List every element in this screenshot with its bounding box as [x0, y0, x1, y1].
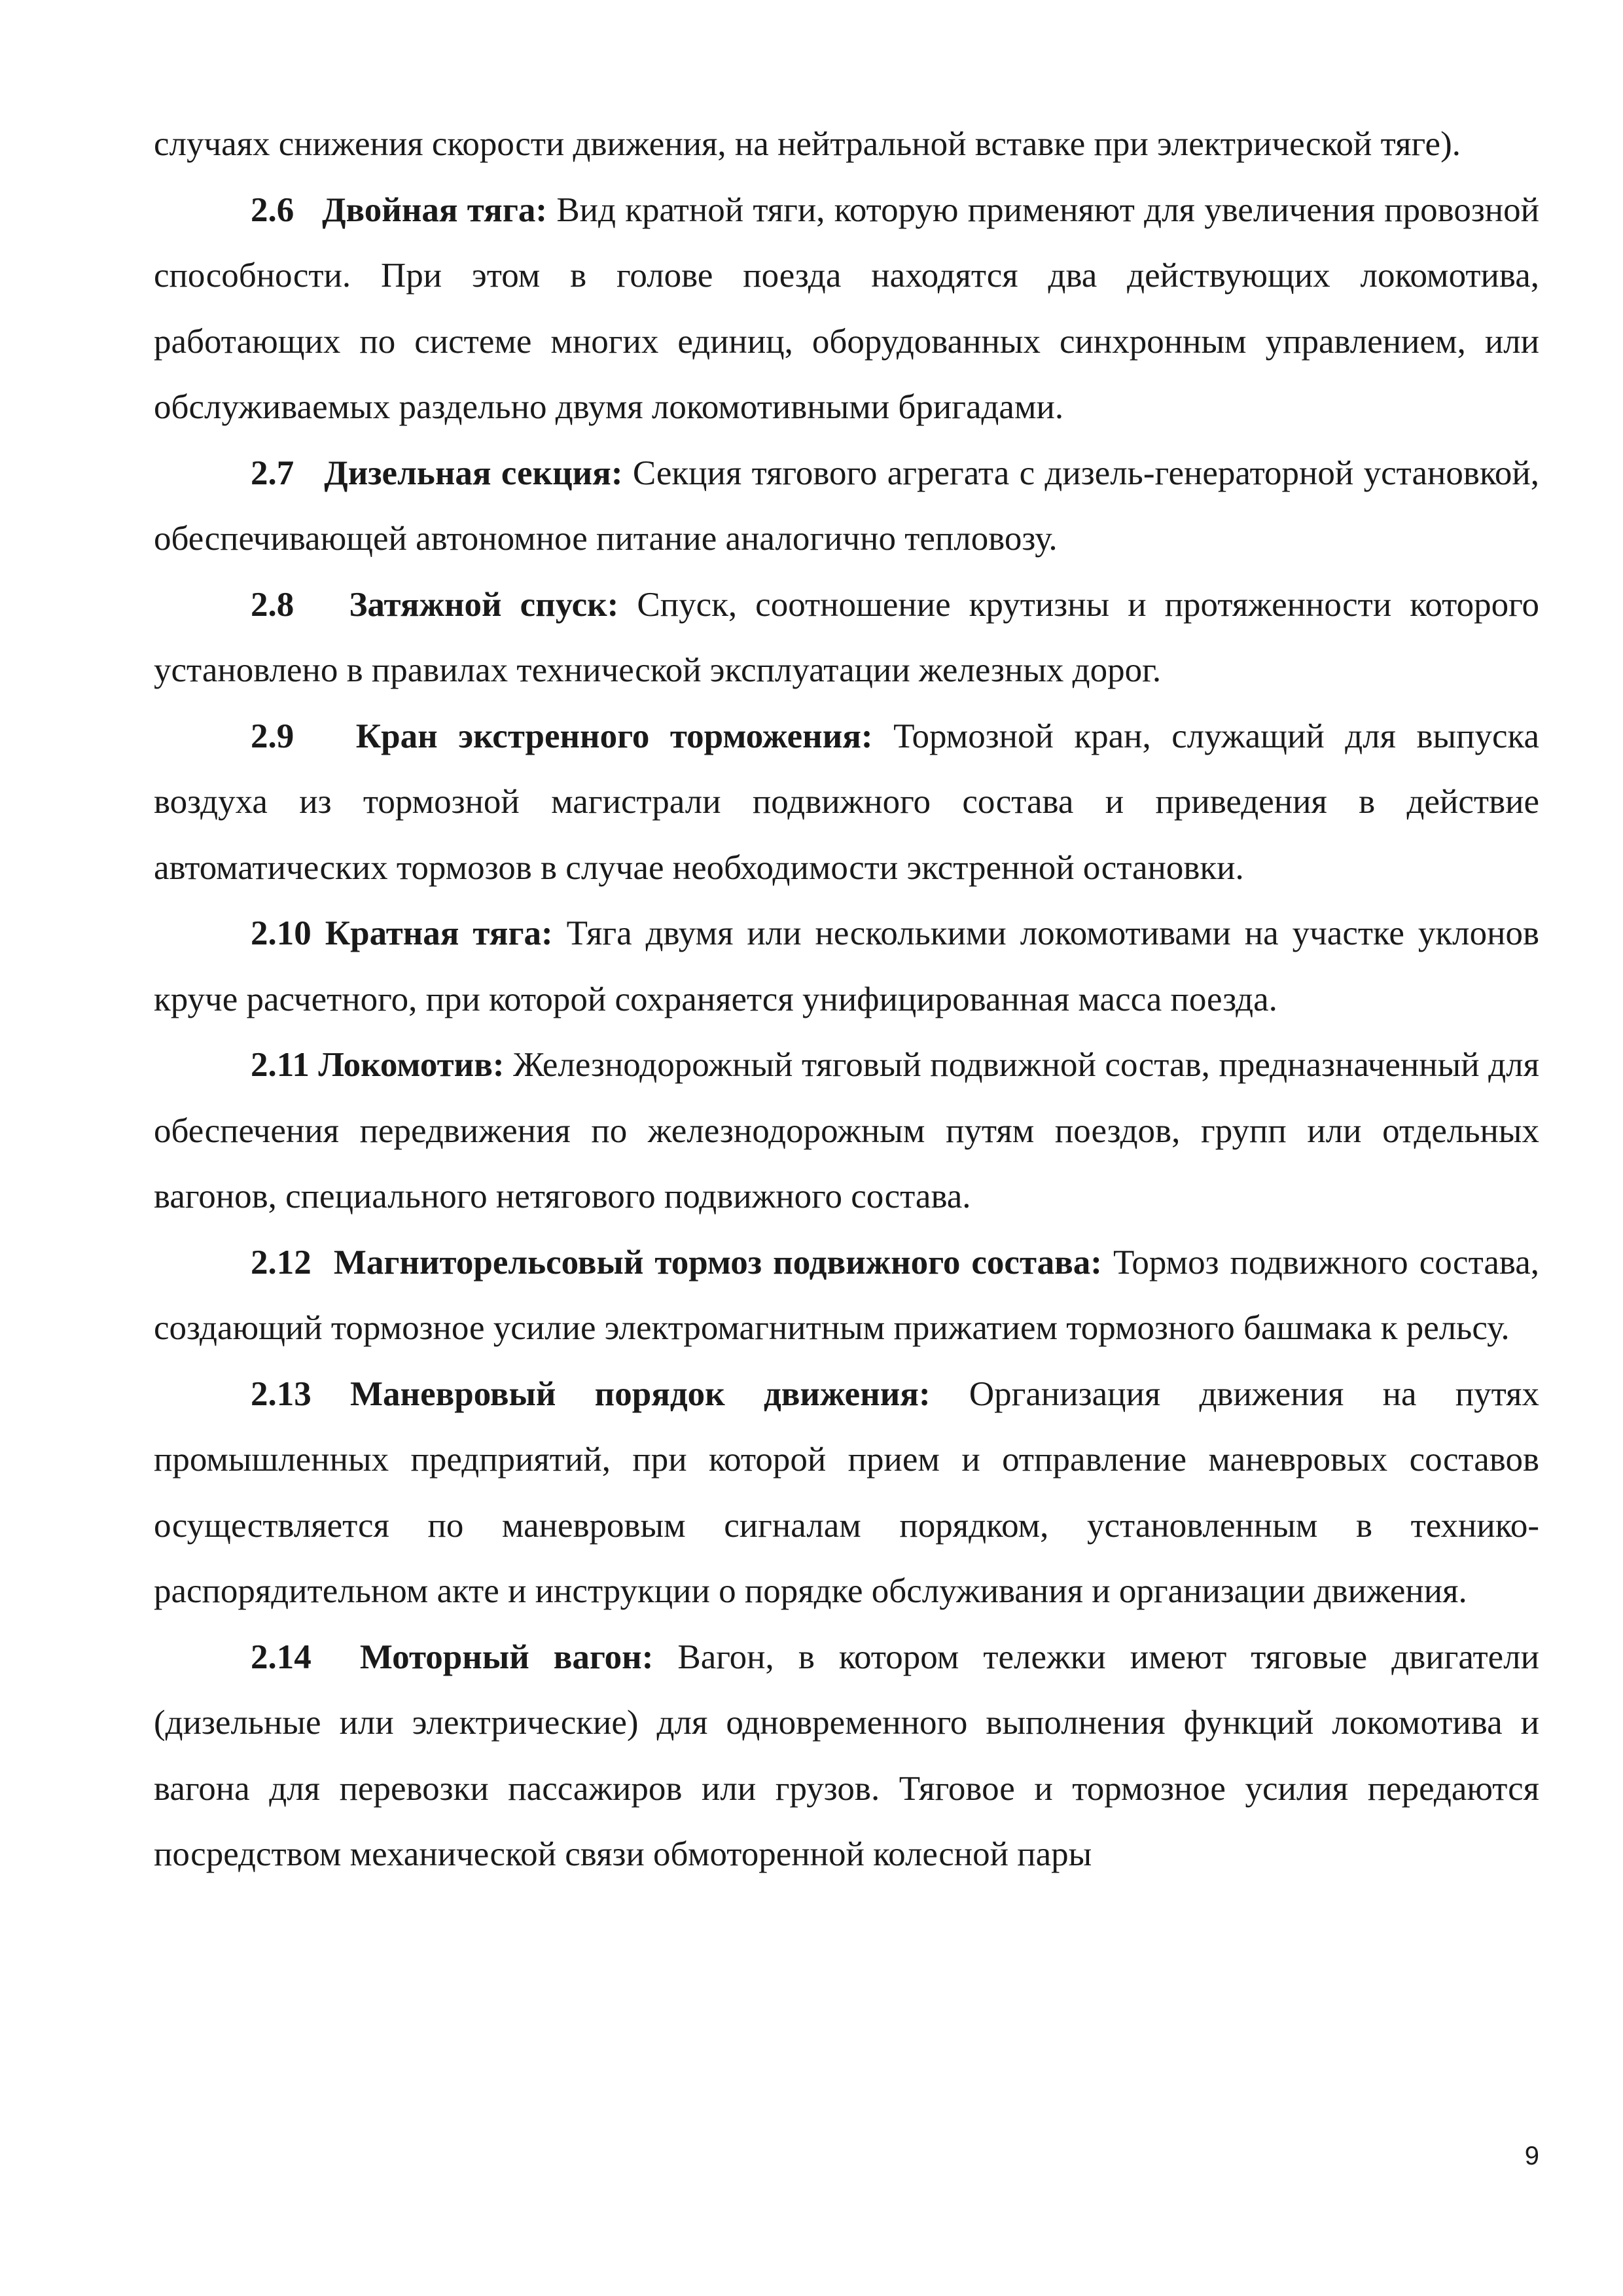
- term-definition: Тяга двумя или несколькими локомотивами на участке уклонов круче расчетного, при которой сохраняется унифицированная масса поезда.: [154, 914, 1539, 1018]
- term-number: 2.9: [251, 717, 294, 755]
- term-title: Кран экстренного торможения:: [355, 717, 873, 755]
- term-2-10: [154, 901, 1539, 1032]
- term-number: 2.10: [251, 914, 312, 952]
- term-title: Дизельная секция:: [324, 454, 623, 492]
- term-title: Моторный вагон:: [359, 1638, 654, 1676]
- term-2-9: [154, 704, 1539, 901]
- term-definition: Вид кратной тяги, которую применяют для увеличения провозной способности. При этом в голове поезда находятся два действующих локомотива, работающих по системе многих единиц, оборудованных синхронным управлением, или обслуживаемых раздельно двумя локомотивными бригадами.: [154, 190, 1539, 426]
- term-2-7: [154, 440, 1539, 572]
- term-number: 2.6: [251, 190, 294, 229]
- term-title: Затяжной спуск:: [349, 585, 619, 624]
- term-definition: Спуск, соотношение крутизны и протяженности которого установлено в правилах технической эксплуатации железных дорог.: [154, 585, 1540, 689]
- term-definition: Тормоз подвижного состава, создающий тормозное усилие электромагнитным прижатием тормозного башмака к рельсу.: [154, 1243, 1539, 1347]
- term-title: Маневровый порядок движения:: [350, 1374, 931, 1413]
- term-2-14: [154, 1624, 1539, 1888]
- term-number: 2.12: [251, 1243, 312, 1282]
- continuation-paragraph: случаях снижения скорости движения, на нейтральной вставке при электрической тяге).: [154, 125, 1461, 163]
- term-definition: Секция тягового агрегата с дизель-генераторной установкой, обеспечивающей автономное питание аналогично тепловозу.: [154, 454, 1540, 558]
- term-definition: Вагон, в котором тележки имеют тяговые двигатели (дизельные или электрические) для одновременного выполнения функций локомотива и вагона для перевозки пассажиров или грузов. Тяговое и тормозное усилия передаются посредством механической связи обмоторенной колесной пары: [154, 1638, 1539, 1873]
- term-definition: Тормозной кран, служащий для выпуска воздуха из тормозной магистрали подвижного состава и приведения в действие автоматических тормозов в случае необходимости экстренной остановки.: [154, 717, 1540, 887]
- term-number: 2.13: [251, 1374, 312, 1413]
- term-number: 2.7: [251, 454, 294, 492]
- term-number: 2.11: [251, 1046, 310, 1084]
- term-2-8: [154, 572, 1539, 704]
- term-title: Локомотив:: [318, 1046, 505, 1084]
- term-number: 2.8: [251, 585, 294, 624]
- term-definition: Железнодорожный тяговый подвижной состав, предназначенный для обеспечения передвижения по железнодорожным путям поездов, групп или отдельных вагонов, специального нетягового подвижного состава.: [154, 1046, 1540, 1215]
- term-title: Двойная тяга:: [322, 190, 548, 229]
- term-title: Магниторельсовый тормоз подвижного состава:: [333, 1243, 1102, 1282]
- term-2-11: [154, 1032, 1539, 1230]
- term-2-12: [154, 1230, 1539, 1361]
- term-2-13: [154, 1361, 1539, 1624]
- term-2-6: [154, 177, 1539, 440]
- term-number: 2.14: [251, 1638, 312, 1676]
- term-title: Кратная тяга:: [325, 914, 553, 952]
- page-number: 9: [1524, 2142, 1539, 2170]
- term-definition: Организация движения на путях промышленных предприятий, при которой прием и отправление маневровых составов осуществляется по маневровым сигналам порядком, установленным в технико-распорядительном акте и инструкции о порядке обслуживания и организации движения.: [154, 1374, 1539, 1610]
